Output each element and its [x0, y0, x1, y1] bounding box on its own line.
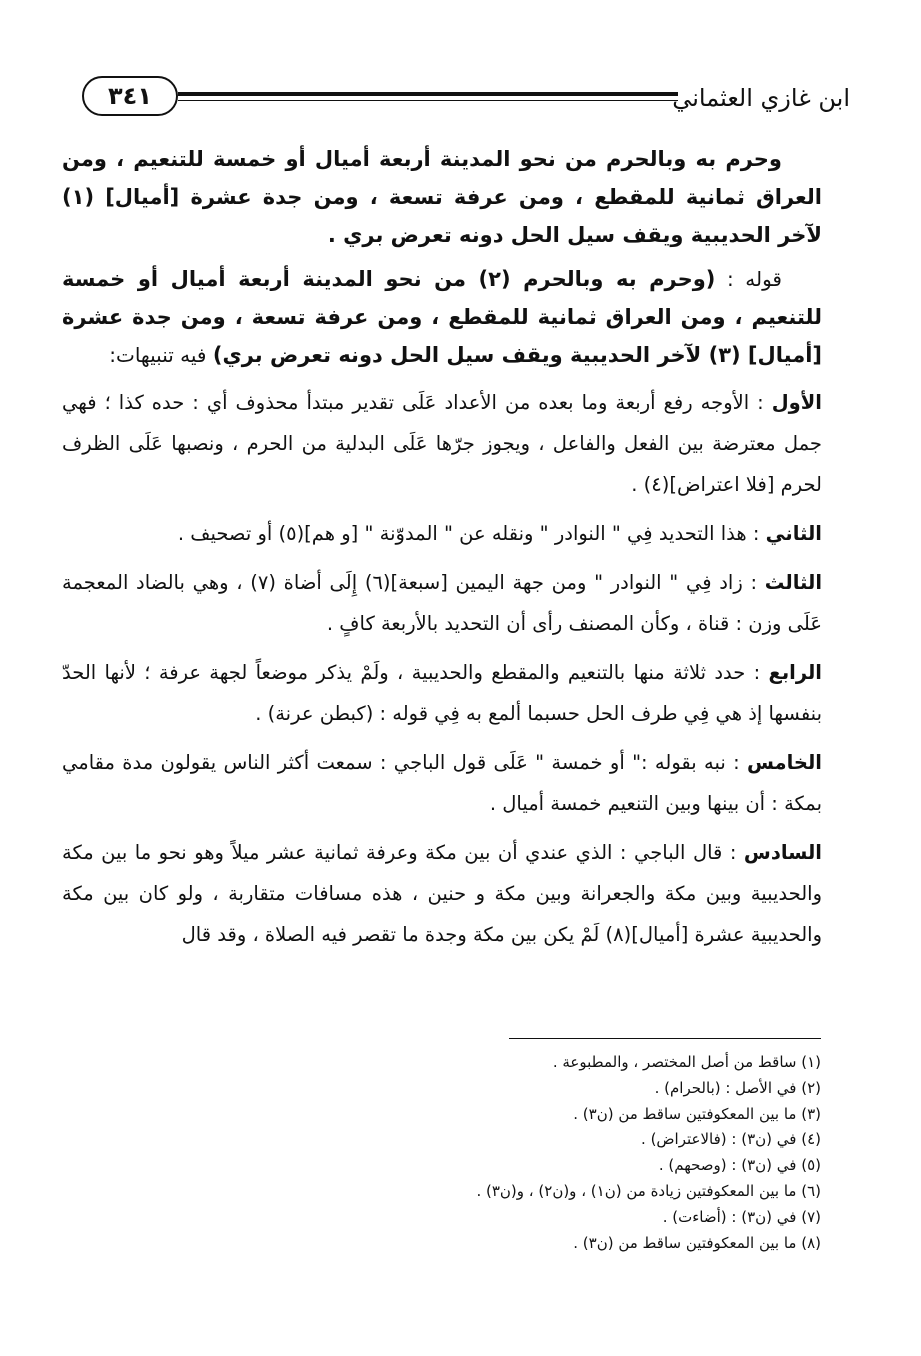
footnote-item: (٤) في (ن٣) : (فالاعتراض) .: [641, 1130, 821, 1149]
note-text: : نبه بقوله :" أو خمسة " عَلَى قول الباجي : سمعت أكثر الناس يقولون مدة مقامي بمكة : أن بينها وبين التنعيم خمسة أميال .: [62, 751, 822, 815]
note-lead: الثاني: [765, 522, 822, 545]
note-2: [62, 513, 822, 554]
note-text: : قال الباجي : الذي عندي أن بين مكة وعرفة ثمانية عشر ميلاً وهو نحو ما بين مكة والحديبية وبين مكة والجعرانة وبين مكة و حنين ، هذه مسافات متقاربة ، ولو كان بين مكة والحديبية عشرة [أميال](٨) لَمْ يكن بين مكة وجدة ما تقصر فيه الصلاة ، وقد قال: [62, 841, 822, 946]
running-title: ابن غازي العثماني: [672, 84, 850, 112]
commentary-intro-prefix: قوله :: [715, 267, 782, 291]
note-1: [62, 382, 822, 505]
header-rule: [178, 92, 678, 96]
note-4: [62, 652, 822, 734]
note-text: : زاد فِي " النوادر " ومن جهة اليمين [سبعة](٦) إِلَى أضاة (٧) ، وهي بالضاد المعجمة عَلَى وزن : قناة ، وكأن المصنف رأى أن التحديد بالأربعة كافٍ .: [62, 571, 822, 635]
commentary-quote: (وحرم به وبالحرم (٢) من نحو المدينة أربعة أميال أو خمسة للتنعيم ، ومن العراق ثمانية للمقطع ، ومن عرفة تسعة ، ومن جدة عشرة [أميال] (٣) لآخر الحديبية ويقف سيل الحل دونه تعرض بري): [62, 267, 822, 367]
footnote-item: (٦) ما بين المعكوفتين زيادة من (ن١) ، و(ن٢) ، و(ن٣) .: [476, 1181, 821, 1200]
page-body: [62, 140, 822, 963]
footnote-item: (٢) في الأصل : (بالحرام) .: [654, 1078, 821, 1097]
matn-text: وحرم به وبالحرم من نحو المدينة أربعة أميال أو خمسة للتنعيم ، ومن العراق ثمانية للمقطع ، ومن عرفة تسعة ، ومن جدة عشرة [أميال] (١) لآخر الحديبية ويقف سيل الحل دونه تعرض بري .: [62, 147, 822, 247]
note-lead: الأول: [771, 391, 822, 414]
note-5: [62, 742, 822, 824]
note-text: : هذا التحديد فِي " النوادر " ونقله عن " المدوّنة " [و هم](٥) أو تصحيف .: [177, 522, 766, 545]
note-lead: الثالث: [764, 571, 823, 594]
commentary-intro: [62, 260, 822, 374]
footnotes: [141, 1050, 821, 1256]
header-rule-thin: [178, 100, 678, 101]
footnote-separator: [509, 1038, 821, 1039]
page-header: [70, 70, 850, 130]
note-lead: الخامس: [746, 751, 822, 774]
note-lead: السادس: [743, 841, 822, 864]
footnote-item: (٨) ما بين المعكوفتين ساقط من (ن٣) .: [573, 1233, 821, 1252]
footnote-item: (٧) في (ن٣) : (أضاءت) .: [662, 1207, 821, 1226]
page-number: ٣٤١: [82, 76, 178, 116]
note-6: [62, 832, 822, 955]
note-text: : حدد ثلاثة منها بالتنعيم والمقطع والحديبية ، ولَمْ يذكر موضعاً لجهة عرفة ؛ لأنها الحدّ بنفسها إذ هي فِي طرف الحل حسبما ألمع به فِي قوله : (كبطن عرنة) .: [62, 661, 822, 725]
footnote-item: (١) ساقط من أصل المختصر ، والمطبوعة .: [552, 1053, 821, 1071]
footnote-item: (٣) ما بين المعكوفتين ساقط من (ن٣) .: [573, 1104, 821, 1123]
footnote-item: (٥) في (ن٣) : (وصحهم) .: [658, 1156, 821, 1175]
note-lead: الرابع: [768, 661, 822, 684]
note-text: : الأوجه رفع أربعة وما بعده من الأعداد عَلَى تقدير مبتدأ محذوف أي : حده كذا ؛ فهي جمل معترضة بين الفعل والفاعل ، ويجوز جرّها عَلَى البدلية من الحرم ، ونصبها عَلَى الظرف لحرم [فلا اعتراض](٤) .: [62, 391, 822, 496]
commentary-intro-suffix: فيه تنبيهات:: [109, 343, 213, 367]
note-3: [62, 562, 822, 644]
